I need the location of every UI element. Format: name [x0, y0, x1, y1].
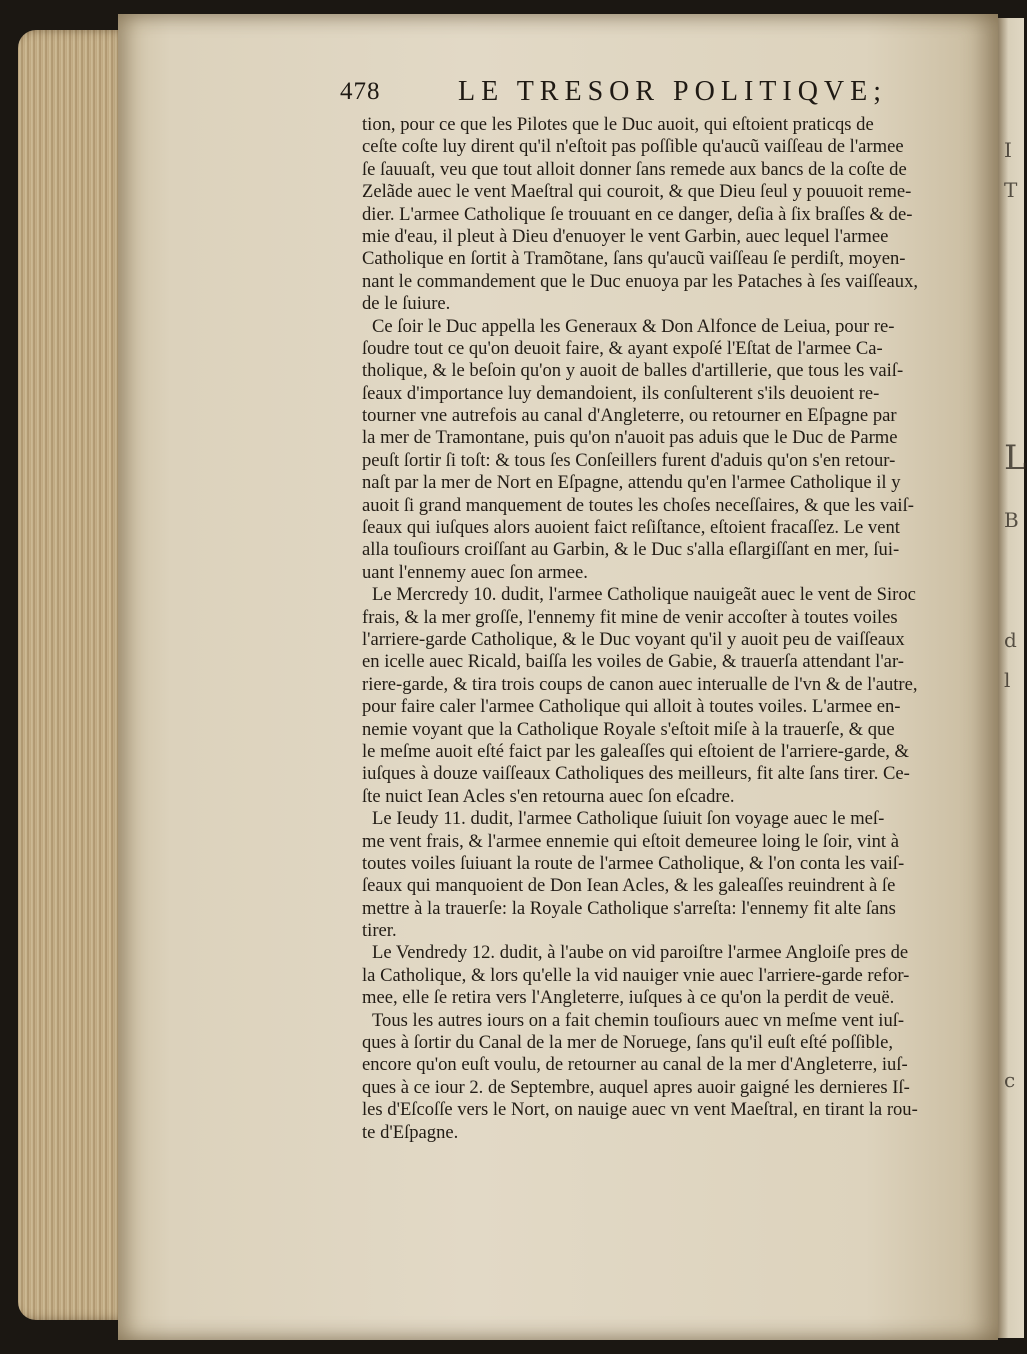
paragraph [362, 808, 905, 942]
text-line: ſeaux qui iuſques alors auoient faict reſiſtance, eſtoient fracaſſez. Le vent [362, 517, 900, 539]
text-line: tourner vne autrefois au canal d'Angleterre, ou retourner en Eſpagne par [362, 405, 897, 427]
page-header [340, 76, 888, 112]
body-text [362, 114, 919, 1144]
text-line: tholique, & le beſoin qu'on y auoit de balles d'artillerie, que tous les vaiſ- [362, 360, 904, 382]
paragraph [362, 1009, 918, 1144]
text-line: en icelle auec Ricald, baiſſa les voiles de Gabie, & trauerſa attendant l'ar- [362, 651, 904, 673]
running-title: LE TRESOR POLITIQVE; [458, 76, 888, 107]
text-line: toutes voiles ſuiuant la route de l'armee Catholique, & l'on conta les vaiſ- [362, 852, 905, 874]
text-line: Ce ſoir le Duc appella les Generaux & Don Alfonce de Leiua, pour re- [372, 315, 895, 337]
facing-page-glyph: L [1004, 438, 1027, 478]
text-line: alla touſiours croiſſant au Garbin, & le Duc s'alla eſlargiſſant en mer, ſui- [362, 539, 900, 561]
facing-page-edge [998, 18, 1027, 1338]
text-line: Le Vendredy 12. dudit, à l'aube on vid paroiſtre l'armee Angloiſe pres de [372, 942, 909, 964]
facing-page-glyph: I [1004, 138, 1012, 162]
text-line: iuſques à douze vaiſſeaux Catholiques des meilleurs, fit alte ſans tirer. Ce- [362, 763, 910, 785]
text-line: Zelãde auec le vent Maeſtral qui couroit, & que Dieu ſeul y pouuoit reme- [362, 181, 912, 203]
text-line: mie d'eau, il pleut à Dieu d'enuoyer le vent Garbin, auec lequel l'armee [362, 225, 889, 247]
facing-page-glyph: B [1004, 508, 1019, 532]
facing-page-glyph: l [1004, 668, 1011, 692]
text-line: tirer. [362, 920, 397, 942]
text-line: de le ſuiure. [362, 293, 451, 315]
text-line: Catholique en ſortit à Tramõtane, ſans qu'aucũ vaiſſeau ſe perdiſt, moyen- [362, 248, 906, 270]
text-line: Le Ieudy 11. dudit, l'armee Catholique ſuiuit ſon voyage auec le meſ- [372, 808, 885, 830]
text-line: ques à ſortir du Canal de la mer de Noruege, ſans qu'il euſt eſté poſſible, [362, 1032, 894, 1054]
text-line: ques à ce iour 2. de Septembre, auquel apres auoir gaigné les dernieres Iſ- [362, 1076, 910, 1098]
facing-page-glyph: d [1004, 628, 1017, 652]
page-number: 478 [340, 78, 381, 105]
text-line: mee, elle ſe retira vers l'Angleterre, iuſques à ce qu'on la perdit de veuë. [362, 987, 895, 1009]
text-line: te d'Eſpagne. [362, 1121, 459, 1143]
text-line: nant le commandement que le Duc enuoya par les Pataches à ſes vaiſſeaux, [362, 270, 919, 292]
text-line: uant l'ennemy auec ſon armee. [362, 561, 588, 583]
text-line: mettre à la trauerſe: la Royale Catholique s'arreſta: l'ennemy fit alte ſans [362, 897, 896, 919]
text-line: la mer de Tramontane, puis qu'on n'auoit pas aduis que le Duc de Parme [362, 427, 898, 449]
text-line: ſeaux d'importance luy demandoient, ils conſulterent s'ils deuoient re- [362, 382, 880, 404]
text-line: frais, & la mer groſſe, l'ennemy fit mine de venir accoſter à toutes voiles [362, 606, 898, 628]
text-line: les d'Eſcoſſe vers le Nort, on nauige auec vn vent Maeſtral, en tirant la rou- [362, 1099, 918, 1121]
text-line: ſe ſauuaſt, veu que tout alloit donner ſans remede aux bancs de la coſte de [362, 158, 907, 180]
text-line: la Catholique, & lors qu'elle la vid nauiger vnie auec l'arriere-garde refor- [362, 964, 910, 986]
text-line: ſoudre tout ce qu'on deuoit faire, & ayant expoſé l'Eſtat de l'armee Ca- [362, 337, 883, 359]
text-line: ſte nuict Iean Acles s'en retourna auec ſon eſcadre. [362, 785, 735, 807]
text-line: Le Mercredy 10. dudit, l'armee Catholique nauigeãt auec le vent de Siroc [372, 584, 916, 606]
facing-page-glyph: c [1004, 1068, 1016, 1092]
paragraph [362, 584, 918, 808]
text-line: encore qu'on euſt voulu, de retourner au canal de la mer d'Angleterre, iuſ- [362, 1054, 908, 1076]
facing-page-glyph: T [1004, 178, 1018, 202]
text-line: peuſt ſortir ſi toſt: & tous ſes Conſeillers furent d'aduis qu'on s'en retour- [362, 449, 896, 471]
text-line: nemie voyant que la Catholique Royale s'eſtoit miſe à la trauerſe, & que [362, 718, 895, 740]
paragraph [362, 114, 919, 316]
text-line: riere-garde, & tira trois coups de canon auec interualle de l'vn & de l'autre, [362, 673, 918, 695]
text-line: pour faire caler l'armee Catholique qui alloit à toutes voiles. L'armee en- [362, 696, 901, 718]
text-line: auoit ſi grand manquement de toutes les choſes neceſſaires, & que les vaiſ- [362, 494, 914, 516]
text-line: le meſme auoit eſté faict par les galeaſſes qui eſtoient de l'arriere-garde, & [362, 740, 909, 762]
book-fore-edge [18, 30, 128, 1320]
text-line: l'arriere-garde Catholique, & le Duc voyant qu'il y auoit peu de vaiſſeaux [362, 628, 905, 650]
text-line: tion, pour ce que les Pilotes que le Duc auoit, qui eſtoient praticqs de [362, 114, 874, 135]
text-line: me vent frais, & l'armee ennemie qui eſtoit demeuree loing le ſoir, vint à [362, 830, 899, 852]
text-line: dier. L'armee Catholique ſe trouuant en ce danger, deſia à ſix braſſes & de- [362, 203, 913, 225]
text-line: ſeaux qui manquoient de Don Iean Acles, & les galeaſſes reuindrent à ſe [362, 875, 896, 897]
paragraph [362, 315, 914, 585]
paragraph [362, 942, 910, 1009]
text-line: Tous les autres iours on a fait chemin touſiours auec vn meſme vent iuſ- [372, 1009, 905, 1031]
text-line: naſt par la mer de Nort en Eſpagne, attendu qu'en l'armee Catholique il y [362, 472, 901, 494]
text-line: ceſte coſte luy dirent qu'il n'eſtoit pas poſſible qu'aucũ vaiſſeau de l'armee [362, 136, 904, 158]
